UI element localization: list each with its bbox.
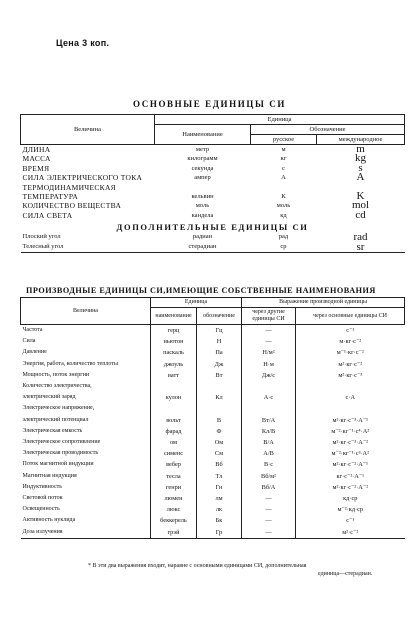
quantity-cell: Мощность, поток энергии <box>22 371 90 378</box>
via-base-cell: м²·с⁻² <box>296 527 405 539</box>
quantity-cell: СИЛА СВЕТА <box>22 210 73 220</box>
intl-symbol-cell <box>317 183 405 192</box>
table-row <box>21 437 405 448</box>
via-base-cell: м²·кг·с⁻²·А⁻² <box>296 482 405 493</box>
via-base-cell: м²·кг·с⁻³·А⁻¹ <box>296 415 405 426</box>
symbol-cell: Кл <box>197 392 242 403</box>
table-row <box>21 336 405 347</box>
table-row <box>21 164 405 173</box>
quantity-cell: СИЛА ЭЛЕКТРИЧЕСКОГО ТОКА <box>22 173 143 183</box>
via-base-cell: м⁻²·кд·ср <box>296 504 405 515</box>
table-row <box>21 154 405 163</box>
quantity-cell: Давление <box>22 349 47 356</box>
quantity-cell: Сила <box>22 338 36 345</box>
unit-name-cell: ньютон <box>151 336 197 347</box>
via-base-cell: с⁻¹ <box>296 325 405 337</box>
intl-symbol-cell: sr <box>317 242 405 253</box>
unit-name-cell: вебер <box>151 459 197 470</box>
intl-symbol-cell: mol <box>351 201 370 211</box>
header-russian: русское <box>251 135 317 145</box>
quantity-cell: ТЕРМОДИНАМИЧЕСКАЯ <box>22 182 116 192</box>
unit-name-cell: моль <box>195 202 210 210</box>
via-other-cell: А/В <box>242 448 296 459</box>
unit-name-cell: ватт <box>151 370 197 381</box>
via-base-cell: м·кг·с⁻² <box>296 336 405 347</box>
ru-symbol-cell: А <box>281 174 286 182</box>
unit-name-cell: люмен <box>151 493 197 504</box>
table-row <box>21 232 405 242</box>
via-base-cell: м²·кг·с⁻³·А⁻² <box>296 437 405 448</box>
ru-symbol-cell: с <box>282 164 285 172</box>
table-row <box>21 145 405 155</box>
via-other-cell <box>242 381 296 392</box>
symbol-cell: Вт <box>197 370 242 381</box>
table-row <box>21 471 405 482</box>
table-row <box>21 415 405 426</box>
quantity-cell: Энергия, работа, количество теплоты <box>22 360 118 367</box>
unit-name-cell: генри <box>151 482 197 493</box>
via-base-cell: м²·кг·с⁻² <box>296 359 405 370</box>
header-symbol: обозначение <box>197 308 242 325</box>
table-row <box>21 192 405 201</box>
header-via-other: через другие единицы СИ <box>242 308 296 325</box>
derived-units-table <box>20 297 405 539</box>
via-other-cell: Вб/м² <box>242 471 296 482</box>
unit-name-cell: стерадиан <box>155 242 251 253</box>
quantity-cell: Поток магнитной индукции <box>22 461 94 468</box>
unit-name-cell: метр <box>195 146 210 153</box>
header-quantity: Величина <box>21 298 151 325</box>
quantity-cell: Количество электричества, <box>22 383 92 390</box>
header-unit: Единица <box>155 115 405 125</box>
derived-units-title: ПРОИЗВОДНЫЕ ЕДИНИЦЫ СИ,ИМЕЮЩИЕ СОБСТВЕННЫЕ НАИМЕНОВАНИЯ <box>26 286 376 295</box>
unit-name-cell: беккерель <box>151 515 197 526</box>
table-row <box>21 459 405 470</box>
header-international: международное <box>317 135 405 145</box>
symbol-cell: См <box>197 448 242 459</box>
via-base-cell: с⁻¹ <box>296 515 405 526</box>
intl-symbol-cell: A <box>356 173 365 183</box>
header-via-base: через основные единицы СИ <box>296 308 405 325</box>
symbol-cell: Гн <box>197 482 242 493</box>
table-row <box>21 211 405 220</box>
quantity-cell: Освещенность <box>22 506 60 513</box>
via-other-cell: — <box>242 325 296 337</box>
table-row <box>21 325 405 337</box>
unit-name-cell: паскаль <box>151 347 197 358</box>
table-row <box>21 359 405 370</box>
ru-symbol-cell: ср <box>251 242 317 253</box>
table-row <box>21 183 405 192</box>
via-base-cell: с·А <box>296 392 405 403</box>
quantity-cell: Активность нуклида <box>22 517 76 524</box>
price-label: Цена 3 коп. <box>56 38 110 48</box>
header-unit: Единица <box>151 298 242 308</box>
header-name: наименование <box>151 308 197 325</box>
unit-name-cell <box>155 183 251 192</box>
via-other-cell: Н/м² <box>242 347 296 358</box>
unit-name-cell: тесла <box>151 471 197 482</box>
via-base-cell <box>296 403 405 414</box>
table-row <box>21 482 405 493</box>
quantity-cell: Электрическая емкость <box>22 427 83 434</box>
via-base-cell: м²·кг·с⁻³ <box>296 370 405 381</box>
via-other-cell <box>242 403 296 414</box>
intl-symbol-cell: s <box>358 163 363 174</box>
quantity-cell: Световой поток <box>22 495 63 502</box>
quantity-cell: Электрическая проводимость <box>22 450 99 457</box>
header-name: Наименование <box>155 125 251 145</box>
quantity-cell: ДЛИНА <box>22 145 51 154</box>
quantity-cell: ВРЕМЯ <box>22 163 50 173</box>
table-row <box>21 493 405 504</box>
via-base-cell <box>296 381 405 392</box>
via-other-cell: Дж/с <box>242 370 296 381</box>
symbol-cell: Н <box>197 336 242 347</box>
symbol-cell: В <box>197 415 242 426</box>
unit-name-cell: секунда <box>191 164 214 172</box>
intl-symbol-cell: cd <box>355 210 366 221</box>
symbol-cell: Гц <box>197 325 242 337</box>
table-row <box>21 515 405 526</box>
base-units-title: ОСНОВНЫЕ ЕДИНИЦЫ СИ <box>133 99 286 109</box>
ru-symbol-cell: К <box>281 193 286 201</box>
unit-name-cell: радиан <box>192 233 213 241</box>
table-row <box>21 370 405 381</box>
symbol-cell: лм <box>197 493 242 504</box>
quantity-cell: электрический заряд <box>22 394 76 401</box>
quantity-cell: Магнитная индукция <box>22 472 77 479</box>
via-other-cell: Вт/А <box>242 415 296 426</box>
via-base-cell: кг·с⁻²·А⁻¹ <box>296 471 405 482</box>
symbol-cell: Гр <box>197 527 242 539</box>
footnote-line1: * В эти два выражения входит, наравне с основными единицами СИ, дополнительная <box>88 563 307 569</box>
ru-symbol-cell: м <box>281 146 286 153</box>
quantity-cell: электрический потенциал <box>22 416 89 423</box>
unit-name-cell: фарад <box>151 426 197 437</box>
ru-symbol-cell: кг <box>280 155 287 163</box>
unit-name-cell: килограмм <box>187 155 218 163</box>
via-other-cell: В/А <box>242 437 296 448</box>
table-row <box>21 527 405 539</box>
quantity-cell: Телесный угол <box>21 242 155 253</box>
unit-name-cell: вольт <box>151 415 197 426</box>
unit-name-cell: ампер <box>194 174 211 182</box>
via-base-cell: м⁻²·кг⁻¹·с³·А² <box>296 448 405 459</box>
unit-name-cell: кулон <box>151 392 197 403</box>
unit-name-cell: сименс <box>151 448 197 459</box>
via-other-cell: В·с <box>242 459 296 470</box>
table-row <box>21 173 405 182</box>
ru-symbol-cell: кд <box>280 211 287 219</box>
header-symbol: Обозначение <box>251 125 405 135</box>
via-base-cell: кд·ср <box>296 493 405 504</box>
quantity-cell: Индуктивность <box>22 483 62 490</box>
via-other-cell: — <box>242 515 296 526</box>
symbol-cell <box>197 403 242 414</box>
symbol-cell <box>197 381 242 392</box>
quantity-cell: Частота <box>22 327 43 333</box>
unit-name-cell: джоуль <box>151 359 197 370</box>
symbol-cell: Бк <box>197 515 242 526</box>
quantity-cell: Плоский угол <box>22 233 61 241</box>
ru-symbol-cell: рад <box>278 233 289 241</box>
quantity-cell: КОЛИЧЕСТВО ВЕЩЕСТВА <box>22 201 122 211</box>
symbol-cell: Ом <box>197 437 242 448</box>
table-row <box>21 392 405 403</box>
table-row <box>21 347 405 358</box>
supplementary-units-title: ДОПОЛНИТЕЛЬНЫЕ ЕДИНИЦЫ СИ <box>116 221 309 232</box>
via-other-cell: — <box>242 527 296 539</box>
unit-name-cell: люкс <box>151 504 197 515</box>
intl-symbol-cell: K <box>356 192 365 202</box>
quantity-cell: МАССА <box>22 154 51 164</box>
quantity-cell: ТЕМПЕРАТУРА <box>22 192 79 202</box>
unit-name-cell: герц <box>151 325 197 337</box>
intl-symbol-cell: kg <box>355 154 366 164</box>
unit-name-cell: грэй <box>151 527 197 539</box>
ru-symbol-cell: моль <box>276 202 291 210</box>
unit-name-cell: кандела <box>191 211 214 219</box>
via-other-cell: — <box>242 336 296 347</box>
intl-symbol-cell: m <box>356 144 365 155</box>
footnote-line2: единица—стерадиан. <box>318 571 373 577</box>
table-row <box>21 242 405 253</box>
table-row <box>21 426 405 437</box>
via-base-cell: м⁻²·кг⁻¹·с⁴·А² <box>296 426 405 437</box>
table-row <box>21 504 405 515</box>
quantity-cell: Доза излучения <box>21 527 151 539</box>
unit-name-cell <box>151 403 197 414</box>
intl-symbol-cell: rad <box>353 232 368 243</box>
via-other-cell: А·с <box>242 392 296 403</box>
table-row <box>21 381 405 392</box>
symbol-cell: Ф <box>197 426 242 437</box>
symbol-cell: Дж <box>197 359 242 370</box>
unit-name-cell: кельвин <box>191 193 214 201</box>
unit-name-cell <box>151 381 197 392</box>
table-row <box>21 448 405 459</box>
table-row <box>21 201 405 210</box>
symbol-cell: Вб <box>197 459 242 470</box>
symbol-cell: лк <box>197 504 242 515</box>
header-expression: Выражение производной единицы <box>242 298 405 308</box>
symbol-cell: Тл <box>197 471 242 482</box>
via-base-cell: м²·кг·с⁻²·А⁻¹ <box>296 459 405 470</box>
symbol-cell: Па <box>197 347 242 358</box>
via-other-cell: — <box>242 504 296 515</box>
base-units-table <box>20 114 405 253</box>
via-base-cell: м⁻¹·кг·с⁻² <box>296 347 405 358</box>
table-row <box>21 403 405 414</box>
quantity-cell: Электрическое напряжение, <box>22 405 95 412</box>
header-quantity: Величина <box>21 115 155 145</box>
quantity-cell: Электрическое сопротивление <box>22 439 101 446</box>
via-other-cell: Н·м <box>242 359 296 370</box>
via-other-cell: — <box>242 493 296 504</box>
unit-name-cell: ом <box>151 437 197 448</box>
via-other-cell: Вб/А <box>242 482 296 493</box>
footnote <box>88 562 418 578</box>
via-other-cell: Кл/В <box>242 426 296 437</box>
ru-symbol-cell <box>251 183 317 192</box>
